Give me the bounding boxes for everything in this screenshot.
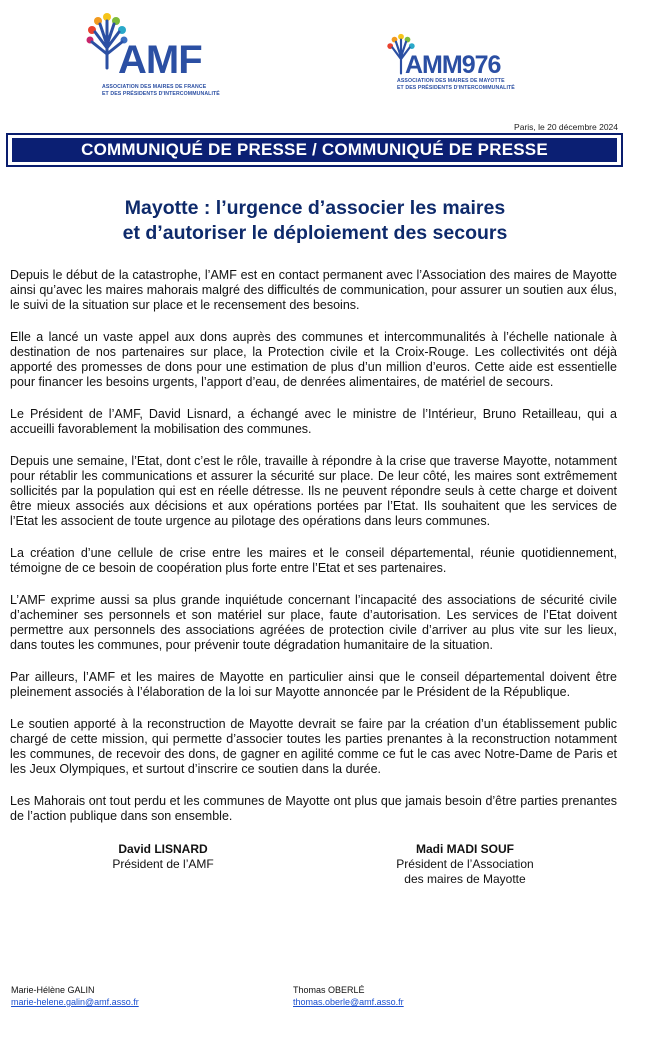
contact-name: Marie-Hélène GALIN [11,985,95,995]
paragraph: Par ailleurs, l’AMF et les maires de Mayotte en particulier ainsi que le conseil départemental doivent être pleinement associés à l’élaboration de la loi sur Mayotte annoncée par le Président de la République. [10,670,617,699]
paragraph: Le soutien apporté à la reconstruction de Mayotte devrait se faire par la création d’un établissement public chargé de cette mission, qui permette d’associer toutes les parties prenantes à la reconstruction notamment les communes, de recevoir des dons, de gagner en agilité comme ce fut le cas avec Notre-Dame de Paris et les Jeux Olympiques, et surtout d’inscrire ce soutien dans la durée. [10,717,617,776]
contact-email-link[interactable]: thomas.oberle@amf.asso.fr [293,997,404,1007]
paragraph: L’AMF exprime aussi sa plus grande inquiétude concernant l’incapacité des associations de sécurité civile d’acheminer ses personnels et son matériel sur place, faute d’autorisation. Les services de l’Etat doivent permettre aux personnels des associations agréées de protection civile d’arriver au plus vite sur les lieux, dans toutes les communes, pour prévenir toute dégradation humanitaire de la situation. [10,593,617,652]
press-body [10,268,617,841]
paragraph: Depuis une semaine, l’Etat, dont c’est le rôle, travaille à répondre à la crise que traverse Mayotte, notamment pour rétablir les communications et assurer la sécurité sur place. De leur côté, les maires sont extrêmement sollicités par la population qui est en réelle détresse. Ils ne peuvent répondre seuls à cette charge et doivent être mieux associés aux décisions et aux opérations portées par l’Etat. Ils souhaitent que les services de l’Etat les associent de toute urgence au pilotage des opérations dans leurs communes. [10,454,617,528]
press-date: Paris, le 20 décembre 2024 [514,122,618,132]
contact-galin [11,984,139,1008]
signature-name: David LISNARD [118,842,208,856]
amf-logo [82,12,244,102]
title-line-1: Mayotte : l’urgence d’associer les maires [124,197,506,219]
signature-role: Président de l’AMF [112,857,214,871]
amm976-wordmark: AMM976 [405,51,501,79]
contact-oberle [293,984,404,1008]
page-title [20,196,610,246]
contact-email-link[interactable]: marie-helene.galin@amf.asso.fr [11,997,139,1007]
amm976-logo [383,32,543,92]
contact-name: Thomas OBERLÉ [293,985,365,995]
press-banner-text: COMMUNIQUÉ DE PRESSE / COMMUNIQUÉ DE PRESSE [12,138,617,162]
signature-role: des maires de Mayotte [404,872,526,886]
signature-madi-souf [380,842,550,887]
paragraph: Elle a lancé un vaste appel aux dons auprès des communes et intercommunalités à l’échelle nationale à destination de nos partenaires sur place, la Protection civile et la Croix-Rouge. Les collectivités ont déjà apporté des promesses de dons pour une estimation de plus d’un million d’euros. Cette aide est essentielle pour financer les besoins urgents, l’apport d’eau, de denrées alimentaires, de matériel de secours. [10,330,617,389]
paragraph: Les Mahorais ont tout perdu et les communes de Mayotte ont plus que jamais besoin d’être parties prenantes de l’action publique dans son ensemble. [10,794,617,823]
title-line-2: et d’autoriser le déploiement des secours [122,222,508,244]
paragraph: Le Président de l’AMF, David Lisnard, a échangé avec le ministre de l’Intérieur, Bruno Retailleau, qui a accueilli favorablement la mobilisation des communes. [10,407,617,436]
paragraph: La création d’une cellule de crise entre les maires et le conseil départemental, réunie quotidiennement, témoigne de ce besoin de coopération plus forte entre l’Etat et ses partenaires. [10,546,617,575]
signature-role: Président de l’Association [396,857,534,871]
amf-wordmark: AMF [118,38,202,82]
press-banner [6,133,623,167]
signature-name: Madi MADI SOUF [416,842,514,856]
signature-lisnard [88,842,238,872]
amm976-subtitle: ASSOCIATION DES MAIRES DE MAYOTTE ET DES PRÉSIDENTS D'INTERCOMMUNALITÉ [397,78,515,91]
amf-subtitle: ASSOCIATION DES MAIRES DE FRANCE ET DES PRÉSIDENTS D'INTERCOMMUNALITÉ [102,84,220,97]
paragraph: Depuis le début de la catastrophe, l’AMF est en contact permanent avec l’Association des maires de Mayotte ainsi qu’avec les maires mahorais malgré des difficultés de communication, pour assurer un soutien aux élus, le suivi de la situation sur place et le recensement des besoins. [10,268,617,312]
